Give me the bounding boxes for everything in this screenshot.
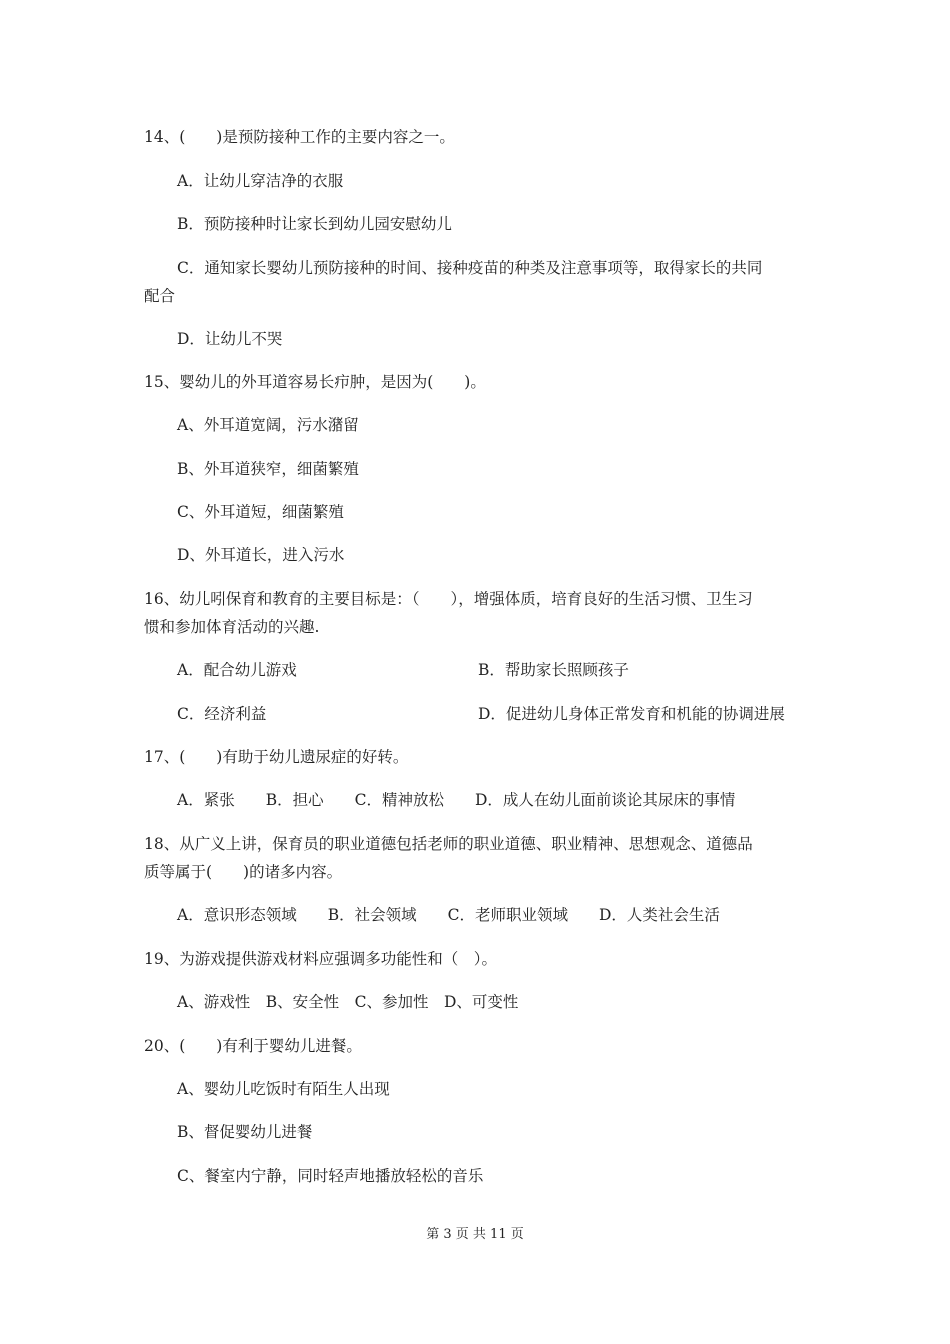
question-15-stem: 15、婴幼儿的外耳道容易长疖肿，是因为( )。 bbox=[144, 373, 486, 391]
question-17-options: A．紧张 B．担心 C．精神放松 D．成人在幼儿面前谈论其尿床的事情 bbox=[177, 791, 736, 809]
question-20-option-a: A、婴幼儿吃饭时有陌生人出现 bbox=[177, 1080, 390, 1098]
question-19-stem: 19、为游戏提供游戏材料应强调多功能性和（ ）。 bbox=[144, 950, 497, 968]
question-14-option-a: A．让幼儿穿洁净的衣服 bbox=[177, 172, 344, 190]
question-16-option-a: A．配合幼儿游戏 bbox=[177, 661, 297, 679]
question-16-stem-continued: 惯和参加体育活动的兴趣. bbox=[144, 618, 320, 636]
question-14-option-b: B．预防接种时让家长到幼儿园安慰幼儿 bbox=[177, 215, 452, 233]
question-16-option-d: D．促进幼儿身体正常发育和机能的协调进展 bbox=[478, 705, 785, 723]
question-16-option-c: C．经济利益 bbox=[177, 705, 267, 723]
question-15-option-a: A、外耳道宽阔，污水潴留 bbox=[177, 416, 359, 434]
page-footer: 第 3 页 共 11 页 bbox=[426, 1227, 524, 1242]
question-17-stem: 17、( )有助于幼儿遗尿症的好转。 bbox=[144, 748, 409, 766]
question-15-option-c: C、外耳道短，细菌繁殖 bbox=[177, 503, 344, 521]
question-19-options: A、游戏性 B、安全性 C、参加性 D、可变性 bbox=[177, 993, 519, 1011]
question-14-option-c: C．通知家长婴幼儿预防接种的时间、接种疫苗的种类及注意事项等，取得家长的共同 bbox=[177, 259, 763, 277]
question-18-options: A．意识形态领域 B．社会领域 C．老师职业领域 D．人类社会生活 bbox=[177, 906, 720, 924]
question-14-option-d: D．让幼儿不哭 bbox=[177, 330, 283, 348]
question-14-stem: 14、( )是预防接种工作的主要内容之一。 bbox=[144, 128, 455, 146]
question-16-option-b: B．帮助家长照顾孩子 bbox=[478, 661, 629, 679]
question-20-option-c: C、餐室内宁静，同时轻声地播放轻松的音乐 bbox=[177, 1167, 484, 1185]
question-15-option-d: D、外耳道长，进入污水 bbox=[177, 546, 345, 564]
question-20-stem: 20、( )有利于婴幼儿进餐。 bbox=[144, 1037, 362, 1055]
question-20-option-b: B、督促婴幼儿进餐 bbox=[177, 1123, 313, 1141]
question-16-stem: 16、幼儿吲保育和教育的主要目标是：（ ），增强体质，培育良好的生活习惯、卫生习 bbox=[144, 590, 753, 608]
question-18-stem: 18、从广义上讲，保育员的职业道德包括老师的职业道德、职业精神、思想观念、道德品 bbox=[144, 835, 753, 853]
question-18-stem-continued: 质等属于( )的诸多内容。 bbox=[144, 863, 343, 881]
question-15-option-b: B、外耳道狭窄，细菌繁殖 bbox=[177, 460, 359, 478]
question-14-option-c-continued: 配合 bbox=[144, 287, 176, 305]
